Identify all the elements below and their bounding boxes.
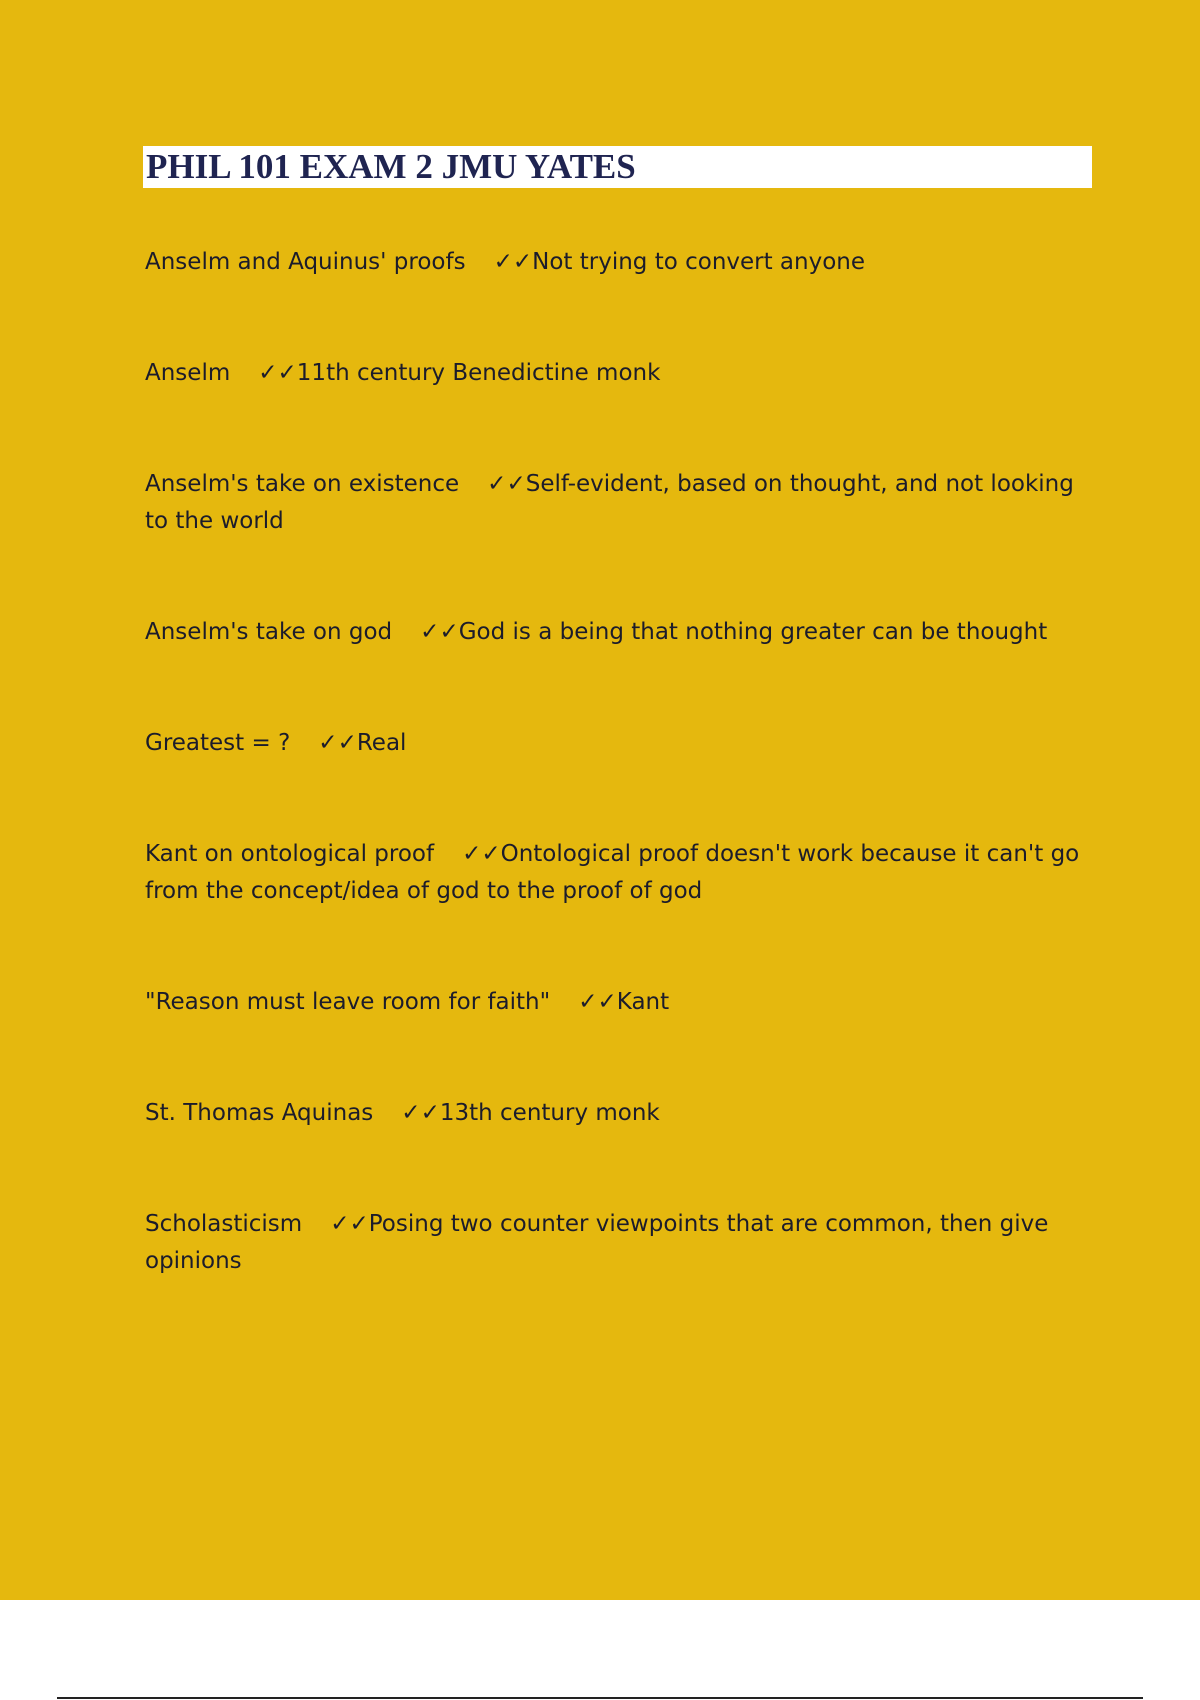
flashcard-definition: 11th century Benedictine monk (296, 360, 661, 386)
double-check-icon: ✓✓ (330, 1211, 369, 1237)
flashcard-term: Anselm's take on god (145, 619, 393, 645)
flashcard-term: Anselm (145, 360, 231, 386)
flashcard-definition: Real (356, 730, 407, 756)
footer-divider (57, 1697, 1143, 1699)
double-check-icon: ✓✓ (318, 730, 357, 756)
flashcard-item (145, 614, 1095, 651)
flashcard-definition: 13th century monk (439, 1100, 660, 1126)
flashcard-term: St. Thomas Aquinas (145, 1100, 374, 1126)
double-check-icon: ✓✓ (420, 619, 459, 645)
flashcard-term: Scholasticism (145, 1211, 303, 1237)
flashcard-item (145, 836, 1095, 910)
flashcard-item (145, 725, 1095, 762)
flashcard-definition: Posing two counter viewpoints that are common, then give opinions (145, 1211, 1049, 1274)
double-check-icon: ✓✓ (258, 360, 297, 386)
double-check-icon: ✓✓ (493, 249, 533, 275)
double-check-icon: ✓✓ (462, 841, 501, 867)
flashcard-term: Anselm's take on existence (145, 471, 460, 497)
double-check-icon: ✓✓ (401, 1100, 440, 1126)
title-bar (143, 146, 1092, 188)
flashcard-item (145, 1095, 1095, 1132)
flashcard-term: Greatest = ? (145, 730, 291, 756)
double-check-icon: ✓✓ (578, 989, 617, 1015)
flashcard-definition: God is a being that nothing greater can be thought (458, 619, 1048, 645)
document-title: PHIL 101 EXAM 2 JMU YATES (146, 147, 636, 186)
flashcard-item (145, 984, 1095, 1021)
flashcard-item (145, 1206, 1095, 1280)
flashcard-definition: Not trying to convert anyone (532, 249, 866, 275)
flashcard-term: "Reason must leave room for faith" (145, 989, 551, 1015)
double-check-icon: ✓✓ (487, 471, 526, 497)
flashcard-definition: Kant (616, 989, 670, 1015)
flashcard-definition: Self-evident, based on thought, and not looking to the world (145, 471, 1074, 534)
flashcard-definition: Ontological proof doesn't work because it can't go from the concept/idea of god to the proof of god (145, 841, 1080, 904)
flashcard-item (145, 466, 1095, 540)
flashcard-item (145, 355, 1095, 392)
flashcard-term: Kant on ontological proof (145, 841, 435, 867)
flashcard-term: Anselm and Aquinus' proofs (145, 249, 466, 275)
flashcard-item (145, 244, 1095, 281)
